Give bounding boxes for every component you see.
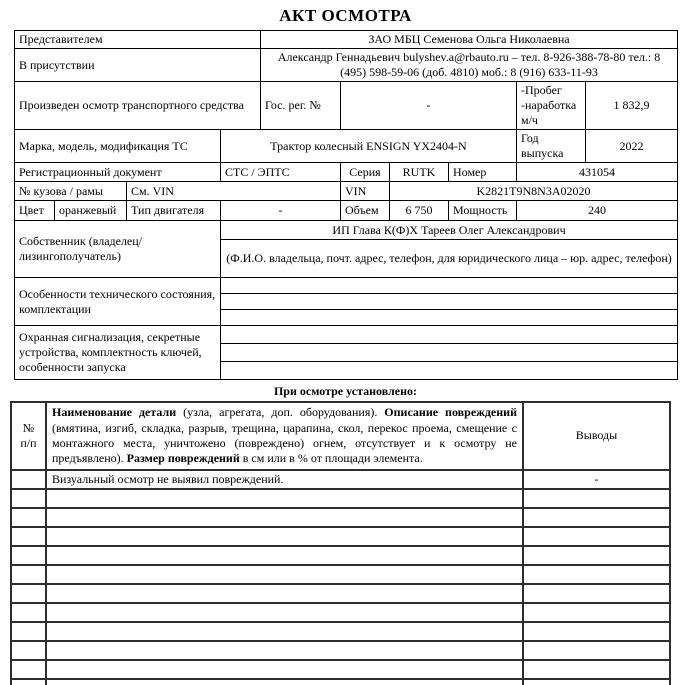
damages-empty-cell bbox=[11, 527, 46, 546]
color-value: оранжевый bbox=[55, 201, 127, 221]
body-number-label: № кузова / рамы bbox=[15, 182, 127, 201]
model-value: Трактор колесный ENSIGN YX2404-N bbox=[221, 130, 517, 163]
volume-value: 6 750 bbox=[390, 201, 449, 221]
presence-value: Александр Геннадьевич bulyshev.a@rbauto.ru – тел. 8-926-388-78-80 тел.: 8 (495) 598-59-06 (доб. 4810) моб.: 8 (916) 633-11-93 bbox=[261, 49, 678, 82]
damages-empty-cell bbox=[523, 622, 670, 641]
damages-empty-cell bbox=[46, 489, 523, 508]
damages-empty-cell bbox=[46, 546, 523, 565]
tech-condition-line bbox=[221, 278, 678, 294]
damages-empty-cell bbox=[46, 565, 523, 584]
alarm-keys-line bbox=[221, 344, 678, 362]
damages-empty-row bbox=[11, 603, 670, 622]
damages-empty-cell bbox=[46, 527, 523, 546]
damage-row-description: Визуальный осмотр не выявил повреждений. bbox=[46, 470, 523, 489]
damages-empty-cell bbox=[11, 660, 46, 679]
vehicle-info-table bbox=[14, 30, 678, 380]
table-row bbox=[15, 82, 678, 130]
number-value: 431054 bbox=[517, 163, 678, 182]
damages-empty-cell bbox=[46, 660, 523, 679]
description-column-header bbox=[46, 402, 523, 470]
damages-empty-cell bbox=[523, 603, 670, 622]
table-row bbox=[15, 163, 678, 182]
presence-label: В присутствии bbox=[15, 49, 261, 82]
mileage-value: 1 832,9 bbox=[586, 82, 678, 130]
damages-empty-row bbox=[11, 622, 670, 641]
damages-header-row bbox=[11, 402, 670, 470]
damages-empty-cell bbox=[523, 546, 670, 565]
damages-data-row bbox=[11, 470, 670, 489]
series-label: Серия bbox=[341, 163, 390, 182]
vin-value: K2821T9N8N3A02020 bbox=[390, 182, 678, 201]
damages-empty-cell bbox=[11, 603, 46, 622]
description-header-bold: Описание повреждений bbox=[384, 405, 517, 420]
series-value: RUTK bbox=[390, 163, 449, 182]
color-label: Цвет bbox=[15, 201, 55, 221]
damages-empty-row bbox=[11, 641, 670, 660]
engine-type-value: - bbox=[221, 201, 341, 221]
description-header-text: (узла, агрегата, доп. оборудования). bbox=[176, 405, 385, 420]
power-label: Мощность bbox=[449, 201, 517, 221]
damages-empty-row bbox=[11, 660, 670, 679]
damages-empty-cell bbox=[523, 660, 670, 679]
damages-empty-cell bbox=[523, 565, 670, 584]
year-value: 2022 bbox=[586, 130, 678, 163]
damages-empty-cell bbox=[46, 584, 523, 603]
volume-label: Объем bbox=[341, 201, 390, 221]
power-value: 240 bbox=[517, 201, 678, 221]
damage-row-conclusion: - bbox=[523, 470, 670, 489]
table-row bbox=[15, 221, 678, 240]
gos-reg-value: - bbox=[341, 82, 517, 130]
table-row bbox=[15, 278, 678, 294]
damages-table-body bbox=[11, 402, 670, 685]
model-label: Марка, модель, модификация ТС bbox=[15, 130, 221, 163]
reg-document-label: Регистрационный документ bbox=[15, 163, 221, 182]
alarm-keys-line bbox=[221, 362, 678, 380]
representative-label: Представителем bbox=[15, 31, 261, 49]
damages-empty-cell bbox=[523, 508, 670, 527]
damages-empty-cell bbox=[11, 546, 46, 565]
number-label: Номер bbox=[449, 163, 517, 182]
vin-label: VIN bbox=[341, 182, 390, 201]
description-header-text: в см или в % от площади элемента. bbox=[239, 451, 423, 466]
table-row bbox=[15, 201, 678, 221]
damages-table bbox=[10, 401, 671, 685]
engine-type-label: Тип двигателя bbox=[127, 201, 221, 221]
reg-document-type: СТС / ЭПТС bbox=[221, 163, 341, 182]
damages-empty-cell bbox=[523, 679, 670, 685]
table-row bbox=[15, 326, 678, 344]
damages-empty-row bbox=[11, 565, 670, 584]
damages-empty-cell bbox=[523, 489, 670, 508]
alarm-keys-label: Охранная сигнализация, секретные устройства, комплектность ключей, особенности запуска bbox=[15, 326, 221, 380]
damages-empty-cell bbox=[11, 489, 46, 508]
table-row bbox=[15, 130, 678, 163]
representative-value: ЗАО МБЦ Семенова Ольга Николаевна bbox=[261, 31, 678, 49]
num-column-header: № п/п bbox=[11, 402, 46, 470]
document-title: АКТ ОСМОТРА bbox=[279, 6, 412, 25]
inspection-label: Произведен осмотр транспортного средства bbox=[15, 82, 261, 130]
description-header-bold: Наименование детали bbox=[52, 405, 177, 420]
damages-empty-row bbox=[11, 489, 670, 508]
table-row bbox=[15, 49, 678, 82]
damages-empty-cell bbox=[11, 584, 46, 603]
tech-condition-line bbox=[221, 310, 678, 326]
body-number-value: См. VIN bbox=[127, 182, 341, 201]
damages-empty-row bbox=[11, 584, 670, 603]
damages-empty-cell bbox=[11, 565, 46, 584]
damages-empty-cell bbox=[46, 622, 523, 641]
damages-empty-cell bbox=[46, 679, 523, 685]
damages-empty-cell bbox=[46, 603, 523, 622]
alarm-keys-line bbox=[221, 326, 678, 344]
description-header-text: (вмятина, изгиб, складка, разрыв, трещина, царапина, скол, перекос проема, смещение с монтажного места, уничтожено (повреждено) огнем, отсутствует и к осмотру не предъявлено). bbox=[52, 420, 517, 466]
damages-empty-cell bbox=[523, 527, 670, 546]
gos-reg-label: Гос. рег. № bbox=[261, 82, 341, 130]
damage-row-num bbox=[11, 470, 46, 489]
year-label: Год выпуска bbox=[517, 130, 586, 163]
owner-value: ИП Глава К(Ф)Х Тареев Олег Александрович bbox=[221, 221, 678, 240]
mileage-label: -Пробег -наработка м/ч bbox=[517, 82, 586, 130]
damages-empty-cell bbox=[11, 641, 46, 660]
damages-empty-row bbox=[11, 508, 670, 527]
tech-condition-label: Особенности технического состояния, комплектации bbox=[15, 278, 221, 326]
table-row bbox=[15, 182, 678, 201]
damages-empty-cell bbox=[46, 641, 523, 660]
damages-empty-row bbox=[11, 546, 670, 565]
damages-empty-row bbox=[11, 679, 670, 685]
table-row bbox=[15, 31, 678, 49]
damages-empty-cell bbox=[11, 622, 46, 641]
conclusions-column-header: Выводы bbox=[523, 402, 670, 470]
owner-note: (Ф.И.О. владельца, почт. адрес, телефон, для юридического лица – юр. адрес, телефон) bbox=[221, 240, 678, 278]
damages-empty-cell bbox=[46, 508, 523, 527]
owner-label: Собственник (владелец/лизингополучатель) bbox=[15, 221, 221, 278]
damages-empty-cell bbox=[523, 584, 670, 603]
damages-empty-cell bbox=[11, 679, 46, 685]
tech-condition-line bbox=[221, 294, 678, 310]
description-header-bold: Размер повреждений bbox=[126, 451, 240, 466]
damages-empty-cell bbox=[523, 641, 670, 660]
inspection-findings-heading: При осмотре установлено: bbox=[273, 384, 418, 398]
damages-empty-cell bbox=[11, 508, 46, 527]
damages-empty-row bbox=[11, 527, 670, 546]
